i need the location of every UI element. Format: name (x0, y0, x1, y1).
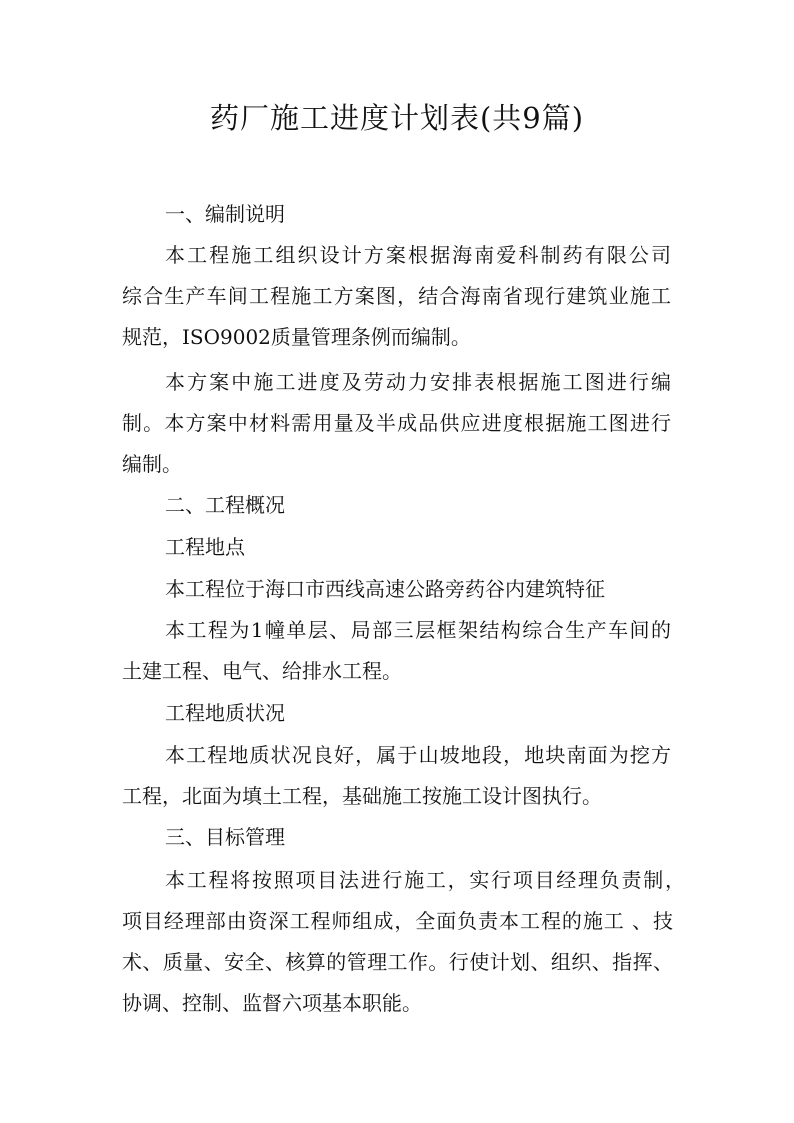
paragraph-line: 工程，北面为填土工程，基础施工按施工设计图执行。 (122, 784, 602, 808)
paragraph-line: 制。本方案中材料需用量及半成品供应进度根据施工图进行 (122, 411, 671, 435)
paragraph-line: 协调、控制、监督六项基本职能。 (122, 991, 422, 1015)
paragraph-line: 本方案中施工进度及劳动力安排表根据施工图进行编 (165, 370, 671, 394)
subsection-heading: 工程地质状况 (165, 701, 285, 725)
section-heading: 二、工程概况 (165, 493, 285, 517)
paragraph-line: 本工程为1幢单层、局部三层框架结构综合生产车间的 (165, 618, 671, 642)
paragraph-line: 本工程地质状况良好，属于山坡地段，地块南面为挖方 (165, 743, 671, 767)
paragraph-line: 术、质量、安全、核算的管理工作。行使计划、组织、指挥、 (122, 950, 673, 974)
paragraph-line: 本工程位于海口市西线高速公路旁药谷内建筑特征 (165, 577, 605, 601)
paragraph-line: 土建工程、电气、给排水工程。 (122, 659, 402, 683)
section-heading: 一、编制说明 (165, 202, 285, 226)
subsection-heading: 工程地点 (165, 535, 245, 559)
paragraph-line: 本工程将按照项目法进行施工，实行项目经理负责制， (165, 868, 685, 892)
paragraph-line: 规范，ISO9002质量管理条例而编制。 (122, 325, 471, 349)
paragraph-line: 编制。 (122, 452, 182, 476)
document-title: 药厂施工进度计划表(共9篇) (209, 101, 585, 135)
section-heading: 三、目标管理 (165, 825, 285, 849)
paragraph-line: 综合生产车间工程施工方案图，结合海南省现行建筑业施工 (122, 284, 671, 308)
paragraph-line: 本工程施工组织设计方案根据海南爱科制药有限公司 (165, 243, 671, 267)
paragraph-line: 项目经理部由资深工程师组成，全面负责本工程的施工 、技 (122, 909, 673, 933)
